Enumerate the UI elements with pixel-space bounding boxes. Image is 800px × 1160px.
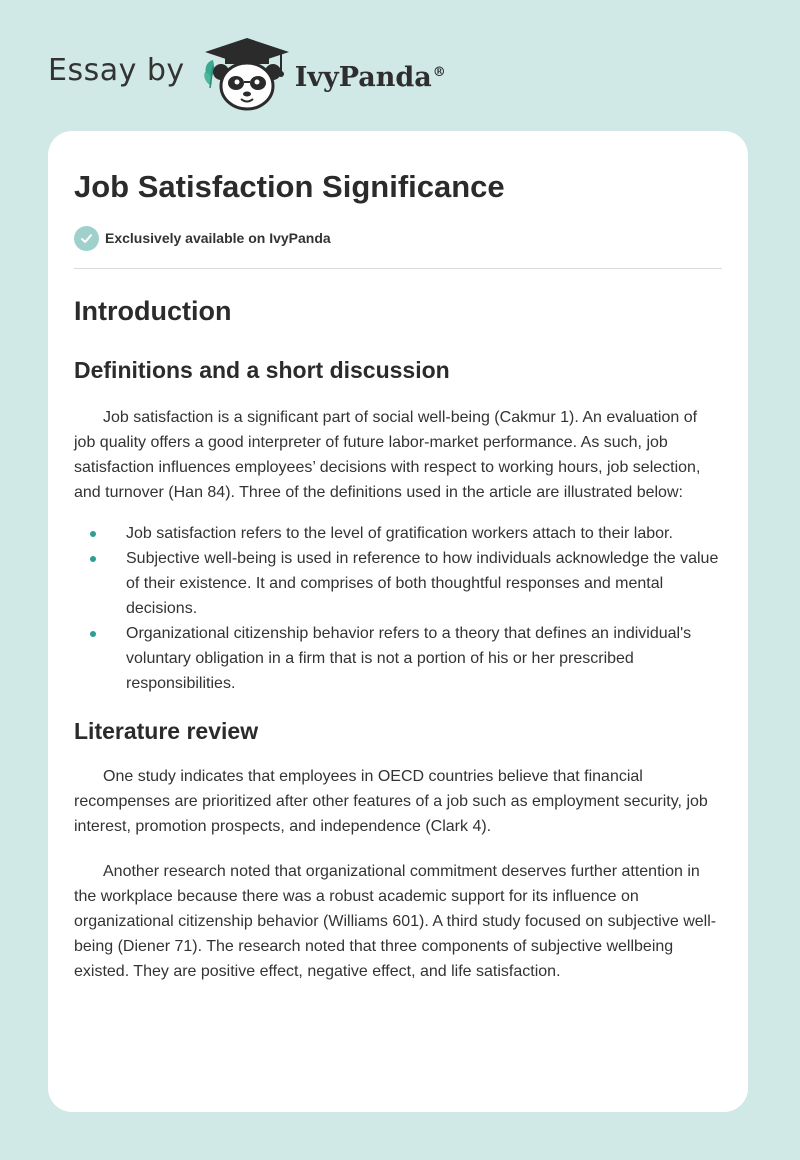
list-item: Subjective well-being is used in reference to how individuals acknowledge the value of their existence. It and comprises of both thoughtful responses and mental decisions. [74, 546, 722, 621]
brand-header [48, 36, 446, 112]
article-card [48, 131, 748, 1112]
brand-prefix: Essay by [48, 52, 185, 88]
divider [74, 268, 722, 269]
exclusive-badge [74, 225, 722, 251]
brand-name[interactable]: IvyPanda® [294, 61, 446, 93]
exclusive-label: Exclusively available on IvyPanda [105, 230, 331, 246]
paragraph: Another research noted that organizational commitment deserves further attention in the workplace because there was a robust academic support for its influence on organizational citizenship behavior (Williams 601). A third study focused on subjective well-being (Diener 71). The research noted that three components of subjective wellbeing existed. They are positive effect, negative effect, and life satisfaction. [74, 863, 717, 980]
bullet-icon [90, 531, 96, 537]
subsection-heading-literature-review: Literature review [74, 718, 259, 744]
subsection-heading-definitions: Definitions and a short discussion [74, 357, 450, 383]
article-title: Job Satisfaction Significance [74, 169, 505, 204]
paragraph: Job satisfaction is a significant part of social well-being (Cakmur 1). An evaluation of job quality offers a good interpreter of future labor-market performance. As such, job satisfaction influences employees’ decisions with respect to working hours, job selection, and turnover (Han 84). Three of the definitions used in the article are illustrated below: [74, 409, 701, 501]
bullet-icon [90, 556, 96, 562]
bullet-icon [90, 631, 96, 637]
list-item: Organizational citizenship behavior refers to a theory that defines an individual's voluntary obligation in a firm that is not a portion of his or her prescribed responsibilities. [74, 621, 722, 696]
section-heading-introduction: Introduction [74, 296, 232, 326]
check-circle-icon [74, 226, 99, 251]
definitions-list [74, 521, 722, 696]
registered-mark: ® [432, 64, 446, 80]
list-item: Job satisfaction refers to the level of gratification workers attach to their labor. [74, 521, 722, 546]
paragraph: One study indicates that employees in OECD countries believe that financial recompenses are prioritized after other features of a job such as employment security, job interest, promotion prospects, and independence (Clark 4). [74, 768, 708, 835]
panda-logo-icon[interactable] [201, 36, 293, 112]
